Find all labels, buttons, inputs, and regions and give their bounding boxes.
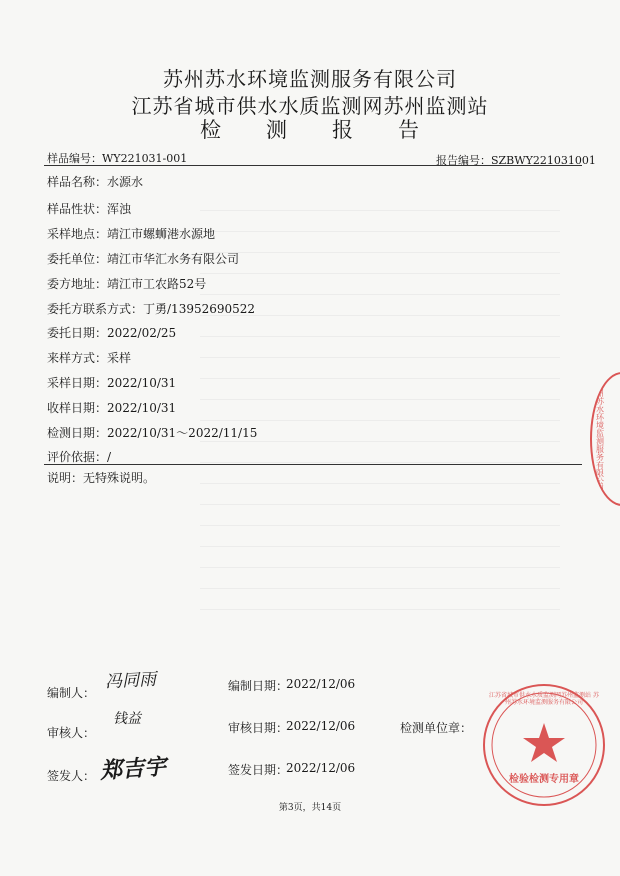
- field-sampling-date: 采样日期：2022/10/31: [47, 376, 177, 390]
- seal-bottom-text: 检验检测专用章: [509, 774, 579, 785]
- prepared-date: 2022/12/06: [286, 677, 356, 691]
- field-sample-method: 来样方式：采样: [47, 351, 132, 365]
- page-number: 第3页，共14页: [278, 803, 342, 813]
- issued-signature: 郑吉宇: [99, 753, 167, 785]
- seal-label: 检测单位章：: [400, 721, 473, 735]
- issued-label: 签发人：: [47, 769, 96, 783]
- divider-mid: [44, 464, 582, 465]
- edge-seal-text: 苏州苏水环境监测服务有限公司: [596, 381, 604, 494]
- inspection-seal: [483, 684, 605, 806]
- issued-date-label: 签发日期：: [228, 763, 289, 777]
- field-test-date: 检测日期：2022/10/31～2022/11/15: [47, 426, 258, 440]
- station-title: 江苏省城市供水水质监测网苏州监测站: [131, 94, 489, 118]
- field-criteria: 评价依据：/: [47, 450, 112, 464]
- reviewed-date: 2022/12/06: [286, 719, 356, 733]
- reviewed-label: 审核人：: [47, 726, 96, 740]
- field-sample-state: 样品性状：浑浊: [47, 202, 132, 216]
- report-title: 检 测 报 告: [200, 118, 420, 142]
- seal-ring-text: 江苏省城市供水水质监测网苏州监测站 苏州苏水环境监测服务有限公司: [489, 692, 599, 706]
- edge-seal: [590, 372, 620, 506]
- company-title: 苏州苏水环境监测服务有限公司: [163, 67, 457, 91]
- prepared-signature: 冯同雨: [104, 669, 157, 693]
- reviewed-signature: 钱益: [113, 711, 141, 727]
- field-receive-date: 收样日期：2022/10/31: [47, 401, 177, 415]
- reviewed-date-label: 审核日期：: [228, 721, 289, 735]
- prepared-date-label: 编制日期：: [228, 679, 289, 693]
- note-text: 说明：无特殊说明。: [47, 471, 156, 485]
- report-number: 报告编号：SZBWY221031001: [436, 154, 596, 167]
- field-client: 委托单位：靖江市华汇水务有限公司: [47, 252, 240, 266]
- field-sample-name: 样品名称：水源水: [47, 175, 144, 189]
- field-client-address: 委方地址：靖江市工农路52号: [47, 277, 207, 291]
- prepared-label: 编制人：: [47, 686, 96, 700]
- sample-number: 样品编号：WY221031-001: [47, 152, 188, 165]
- field-client-contact: 委托方联系方式：丁勇/13952690522: [47, 302, 256, 316]
- divider-top: [44, 165, 582, 166]
- field-sampling-site: 采样地点：靖江市螺蛳港水源地: [47, 227, 216, 241]
- bleed-through-text: [200, 190, 560, 630]
- issued-date: 2022/12/06: [286, 761, 356, 775]
- field-commission-date: 委托日期：2022/02/25: [47, 326, 177, 340]
